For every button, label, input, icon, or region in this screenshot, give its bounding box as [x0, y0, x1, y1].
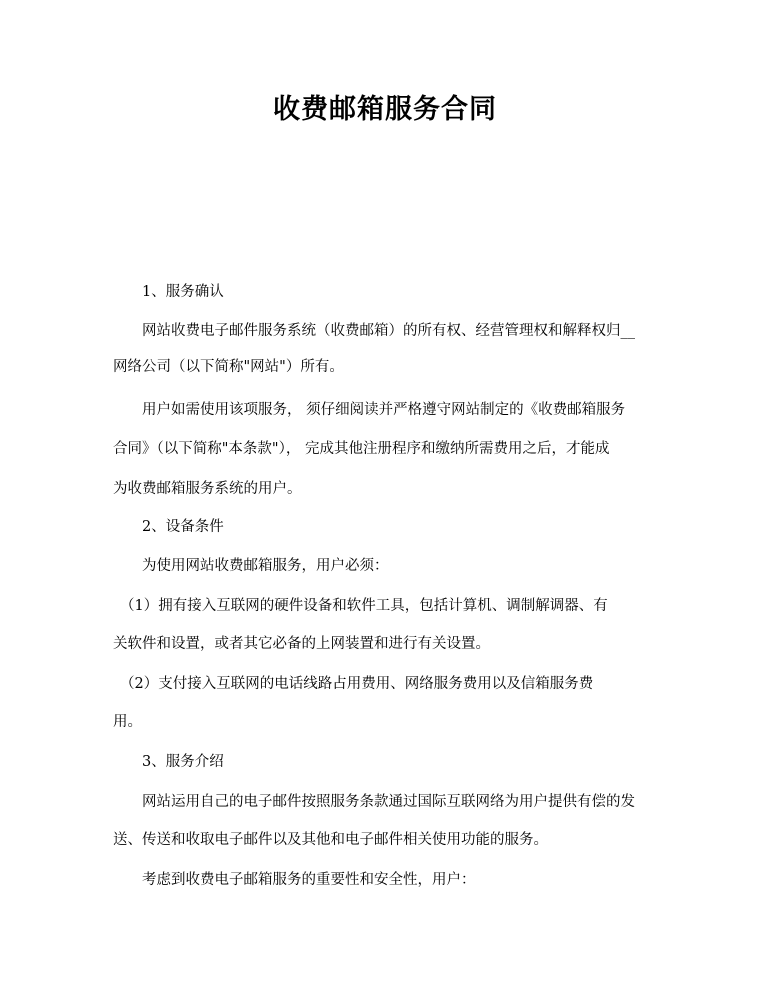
paragraph-line: 网络公司（以下简称"网站"）所有。 [113, 359, 344, 375]
paragraph-line: 为使用网站收费邮箱服务，用户必须： [142, 558, 389, 574]
paragraph-line: （2）支付接入互联网的电话线路占用费用、网络服务费用以及信箱服务费 [120, 676, 594, 692]
section-heading-3: 3、服务介绍 [142, 754, 224, 770]
paragraph-line: （1）拥有接入互联网的硬件设备和软件工具，包括计算机、调制解调器、有 [120, 598, 608, 614]
section-heading-2: 2、设备条件 [142, 519, 224, 535]
paragraph-line: 关软件和设置，或者其它必备的上网装置和进行有关设置。 [113, 636, 490, 652]
paragraph-line: 网站收费电子邮件服务系统（收费邮箱）的所有权、经营管理权和解释权归__ [142, 323, 635, 339]
paragraph-line: 网站运用自己的电子邮件按照服务条款通过国际互联网络为用户提供有偿的发 [142, 794, 635, 810]
paragraph-line: 为收费邮箱服务系统的用户。 [113, 481, 302, 497]
paragraph-line: 送、传送和收取电子邮件以及其他和电子邮件相关使用功能的服务。 [113, 832, 548, 848]
document-title: 收费邮箱服务合同 [273, 94, 497, 125]
paragraph-line: 用。 [113, 714, 142, 730]
section-heading-1: 1、服务确认 [142, 284, 224, 300]
paragraph-line: 合同》（以下简称"本条款"）， 完成其他注册程序和缴纳所需费用之后，才能成 [113, 441, 610, 457]
paragraph-line: 用户如需使用该项服务， 须仔细阅读并严格遵守网站制定的《收费邮箱服务 [142, 402, 626, 418]
paragraph-line: 考虑到收费电子邮箱服务的重要性和安全性，用户： [142, 872, 476, 888]
